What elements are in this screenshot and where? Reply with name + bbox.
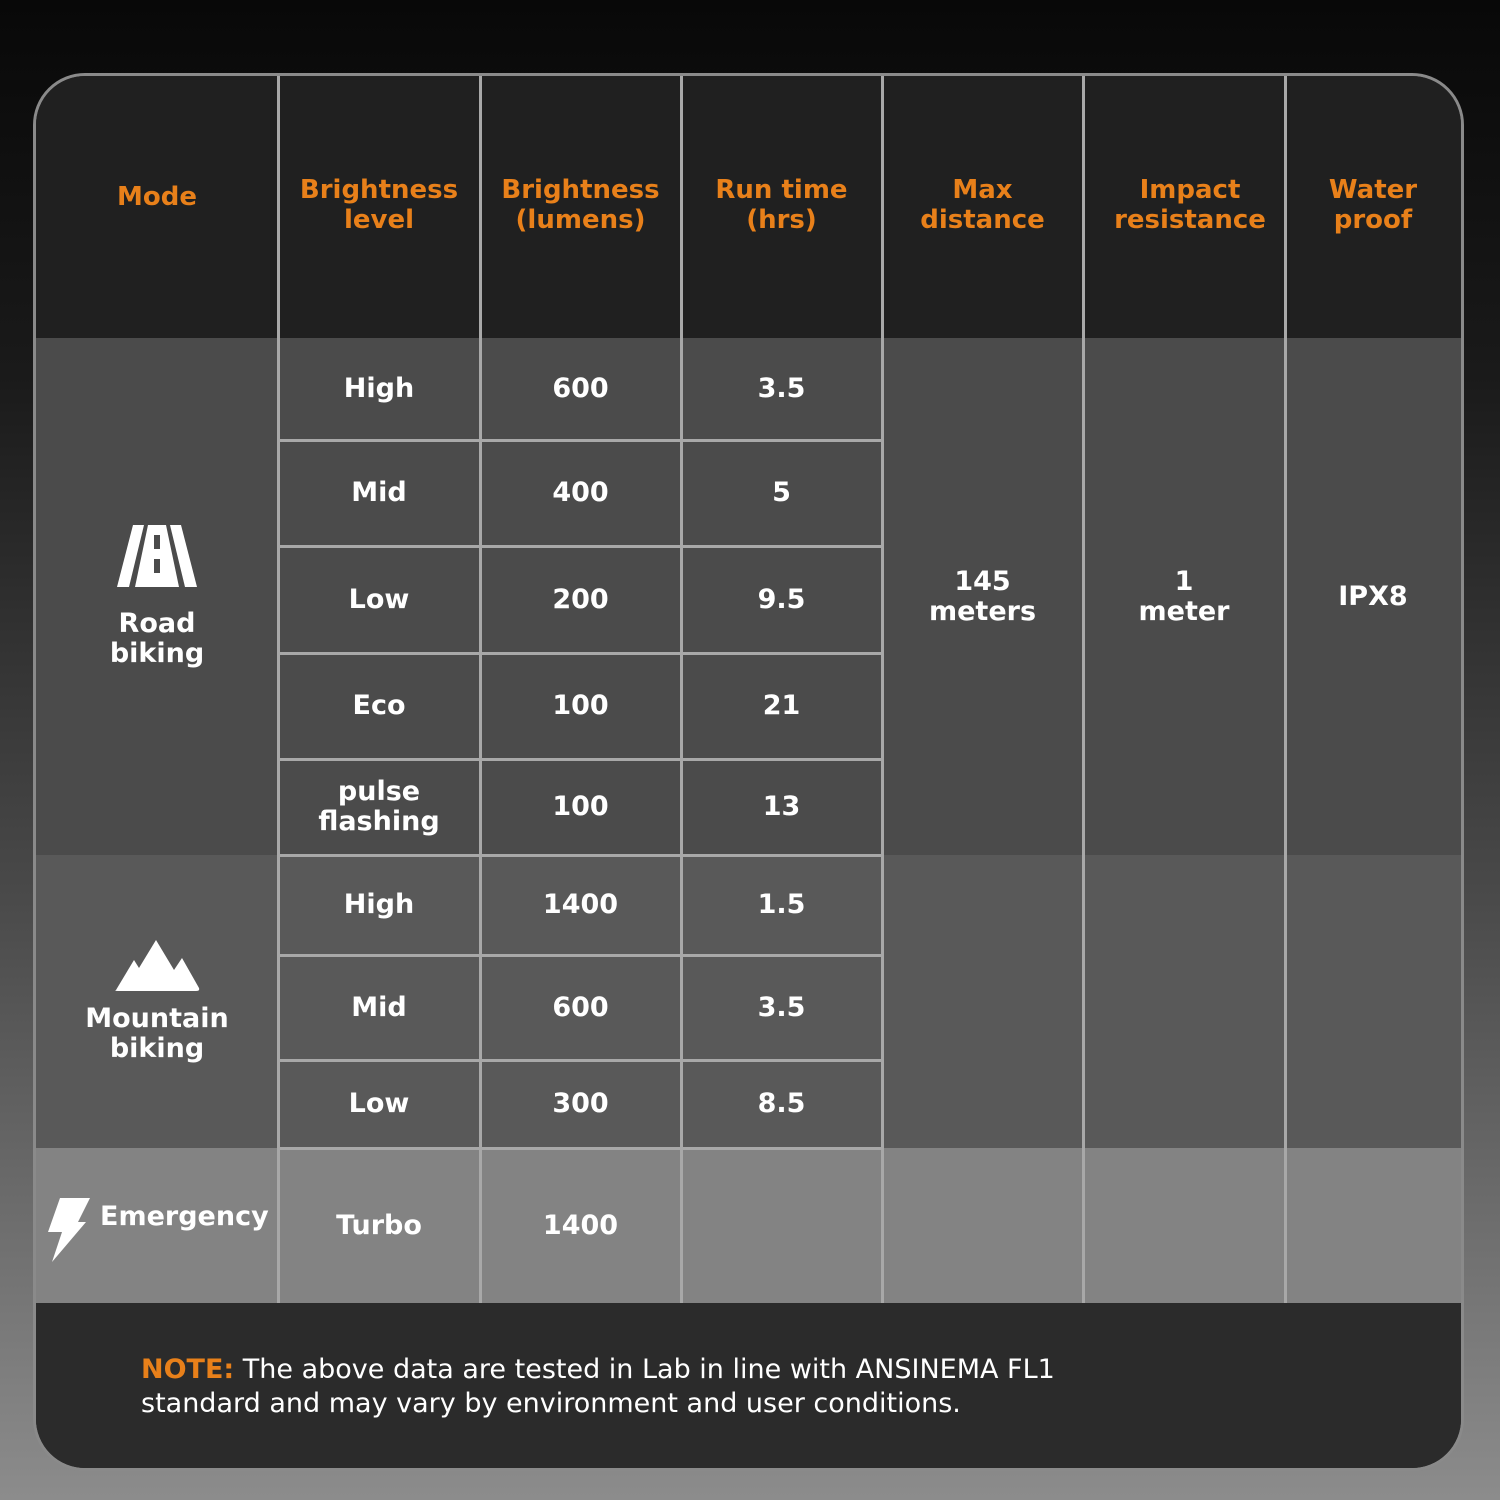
cell-text: pulse xyxy=(337,776,421,807)
cell-text: 13 xyxy=(762,791,801,822)
header-mode xyxy=(36,76,278,338)
cell-text: High xyxy=(343,373,415,404)
level-cell xyxy=(278,546,480,653)
cell-text: 600 xyxy=(552,373,609,404)
header-label: distance xyxy=(920,205,1045,235)
cell-text: Low xyxy=(348,1088,410,1119)
cell-text: meters xyxy=(928,595,1037,627)
empty-cells xyxy=(882,855,1461,1148)
mode-label: Mountain xyxy=(85,1002,229,1034)
spec-table xyxy=(33,73,1464,1471)
cell-text: 3.5 xyxy=(757,373,806,404)
cell-text: 21 xyxy=(762,690,801,721)
header-impact-resistance xyxy=(1083,76,1285,338)
runtime-cell xyxy=(681,1060,882,1148)
divider xyxy=(278,758,882,761)
cell-text: flashing xyxy=(318,806,440,837)
impact-resistance-cell xyxy=(1083,338,1285,855)
level-cell xyxy=(278,1060,480,1148)
divider xyxy=(278,652,882,655)
cell-text: 300 xyxy=(552,1088,609,1119)
divider xyxy=(1082,76,1085,1303)
header-label: level xyxy=(343,205,415,235)
header-label: Run time xyxy=(715,175,848,205)
water-proof-cell xyxy=(1285,338,1461,855)
road-icon xyxy=(117,525,197,591)
runtime-cell xyxy=(681,546,882,653)
divider xyxy=(278,1147,882,1150)
cell-text: 5 xyxy=(772,477,791,508)
runtime-cell xyxy=(681,653,882,759)
divider xyxy=(881,76,884,1303)
note-line: The above data are tested in Lab in line with ANSINEMA FL1 xyxy=(234,1354,1055,1385)
cell-text: IPX8 xyxy=(1338,580,1408,612)
cell-text: 600 xyxy=(552,991,609,1023)
cell-text: Turbo xyxy=(336,1209,422,1241)
level-cell xyxy=(278,653,480,759)
cell-text: 1 xyxy=(1174,565,1194,597)
mode-road-biking xyxy=(36,338,278,855)
cell-text: 1400 xyxy=(542,1209,619,1241)
cell-text: 1400 xyxy=(542,889,619,920)
divider xyxy=(277,76,280,1303)
header-run-time xyxy=(681,76,882,338)
header-brightness-lumens xyxy=(480,76,681,338)
cell-text: 100 xyxy=(552,791,609,822)
divider xyxy=(278,1059,882,1062)
header-label: (hrs) xyxy=(746,205,817,235)
empty-cells xyxy=(681,1148,1461,1303)
cell-text: meter xyxy=(1138,595,1230,627)
runtime-cell xyxy=(681,338,882,440)
lumens-cell xyxy=(480,653,681,759)
lightning-bolt-icon xyxy=(46,1198,92,1262)
cell-text: Mid xyxy=(351,991,407,1023)
header-max-distance xyxy=(882,76,1083,338)
cell-text: Eco xyxy=(352,690,406,721)
header-label: Impact xyxy=(1139,175,1241,205)
cell-text: High xyxy=(343,889,415,920)
note-line: standard and may vary by environment and user conditions. xyxy=(141,1388,961,1419)
lumens-cell xyxy=(480,440,681,546)
level-cell xyxy=(278,955,480,1060)
header-label: Brightness xyxy=(501,175,660,205)
header-label: Brightness xyxy=(299,175,459,205)
divider xyxy=(278,954,882,957)
mode-mountain-biking xyxy=(36,855,278,1148)
lumens-cell xyxy=(480,955,681,1060)
mode-emergency xyxy=(36,1148,278,1303)
header-label: Max xyxy=(952,175,1013,205)
lumens-cell xyxy=(480,1060,681,1148)
level-cell xyxy=(278,855,480,955)
level-cell xyxy=(278,338,480,440)
header-water-proof xyxy=(1285,76,1461,338)
cell-text: 200 xyxy=(552,583,609,615)
divider xyxy=(680,76,683,1303)
note-label: NOTE: xyxy=(141,1354,235,1385)
runtime-cell xyxy=(681,955,882,1060)
lumens-cell xyxy=(480,338,681,440)
cell-text: 145 xyxy=(954,565,1011,597)
note-section xyxy=(36,1303,1461,1468)
cell-text: 8.5 xyxy=(757,1088,806,1119)
cell-text: Mid xyxy=(351,477,407,508)
cell-text: 9.5 xyxy=(757,583,806,615)
max-distance-cell xyxy=(882,338,1083,855)
divider xyxy=(278,854,882,857)
lumens-cell xyxy=(480,1148,681,1303)
level-cell xyxy=(278,759,480,855)
lumens-cell xyxy=(480,759,681,855)
mode-label: Emergency xyxy=(100,1200,269,1232)
mode-label: biking xyxy=(109,1032,205,1064)
header-label: Mode xyxy=(117,182,197,212)
cell-text: 1.5 xyxy=(757,889,806,920)
header-label: resistance xyxy=(1114,205,1266,235)
note-text xyxy=(141,1353,1055,1421)
cell-text: Low xyxy=(348,583,410,615)
lumens-cell xyxy=(480,546,681,653)
lumens-cell xyxy=(480,855,681,955)
header-label: (lumens) xyxy=(515,205,646,235)
mode-label: biking xyxy=(109,637,205,669)
divider xyxy=(479,76,482,1303)
runtime-cell xyxy=(681,855,882,955)
divider xyxy=(278,545,882,548)
runtime-cell xyxy=(681,440,882,546)
mode-label: Road xyxy=(118,607,196,639)
divider xyxy=(1284,76,1287,1303)
runtime-cell xyxy=(681,759,882,855)
cell-text: 3.5 xyxy=(757,991,806,1023)
header-label: Water xyxy=(1328,175,1418,205)
divider xyxy=(278,439,882,442)
cell-text: 100 xyxy=(552,690,609,721)
cell-text: 400 xyxy=(552,477,609,508)
level-cell xyxy=(278,440,480,546)
header-label: proof xyxy=(1333,205,1413,235)
level-cell xyxy=(278,1148,480,1303)
mountain-icon xyxy=(114,940,200,992)
header-brightness-level xyxy=(278,76,480,338)
